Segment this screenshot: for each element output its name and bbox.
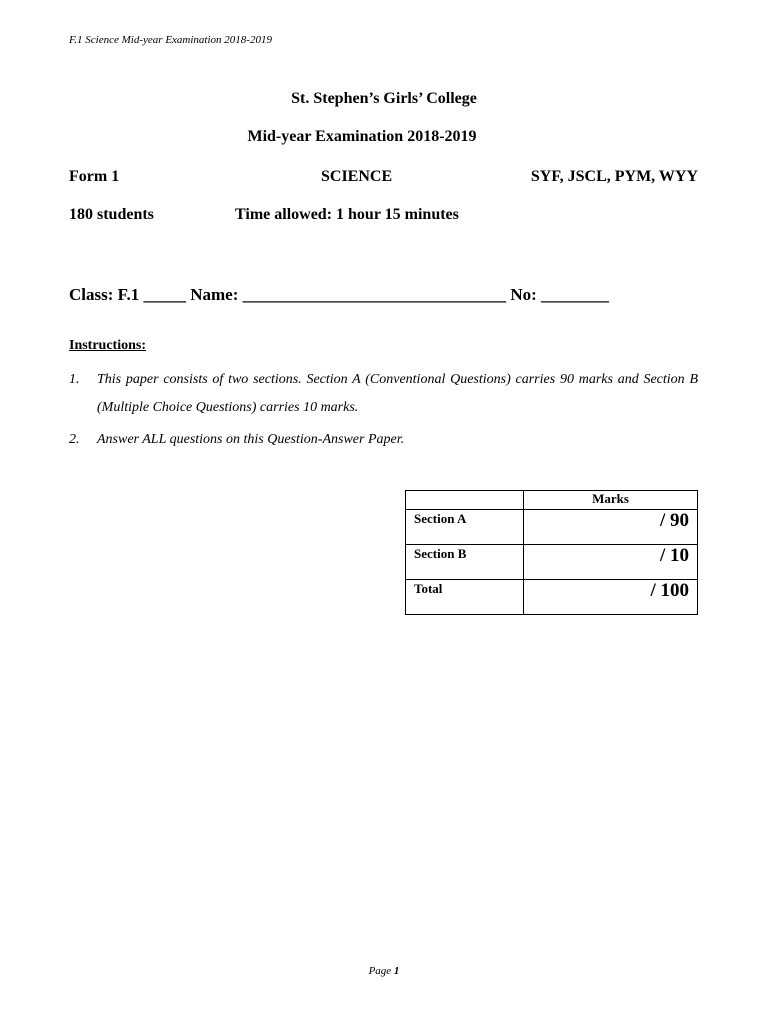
- teacher-initials: SYF, JSCL, PYM, WYY: [530, 168, 698, 185]
- instruction-number: 2.: [69, 432, 80, 447]
- total-marks: / 100: [524, 580, 698, 615]
- instruction-item: [69, 426, 698, 454]
- section-marks: / 90: [524, 510, 698, 545]
- section-label: Section A: [406, 510, 524, 545]
- form-level: Form 1: [69, 168, 120, 185]
- student-details-line: Class: F.1 _____ Name: _______________________________ No: ________: [69, 285, 610, 304]
- running-header: F.1 Science Mid-year Examination 2018-2019: [69, 34, 272, 46]
- marks-header: Marks: [524, 491, 698, 510]
- instruction-item: [69, 366, 698, 422]
- section-label: Section B: [406, 545, 524, 580]
- school-name: St. Stephen’s Girls’ College: [291, 90, 477, 107]
- page-label: Page: [368, 965, 392, 977]
- instruction-text: Answer ALL questions on this Question-Answer Paper.: [97, 432, 405, 447]
- page-footer: [0, 965, 768, 977]
- table-row: [406, 580, 698, 615]
- instruction-number: 1.: [69, 372, 80, 387]
- instructions-list: [69, 366, 698, 458]
- instructions-heading: Instructions:: [69, 338, 147, 353]
- time-allowed: Time allowed: 1 hour 15 minutes: [235, 206, 459, 223]
- table-row: [406, 510, 698, 545]
- marks-table-header: [406, 491, 698, 510]
- marks-table: [405, 490, 698, 615]
- table-row: [406, 545, 698, 580]
- marks-header-empty: [406, 491, 524, 510]
- page-number: 1: [393, 965, 400, 977]
- student-count: 180 students: [69, 206, 154, 223]
- subject: SCIENCE: [321, 168, 393, 185]
- instruction-text: This paper consists of two sections. Section A (Conventional Questions) carries 90 marks and Section B (Multiple Choice Questions) carries 10 marks.: [97, 372, 698, 415]
- exam-title: Mid-year Examination 2018-2019: [247, 128, 477, 145]
- section-marks: / 10: [524, 545, 698, 580]
- total-label: Total: [406, 580, 524, 615]
